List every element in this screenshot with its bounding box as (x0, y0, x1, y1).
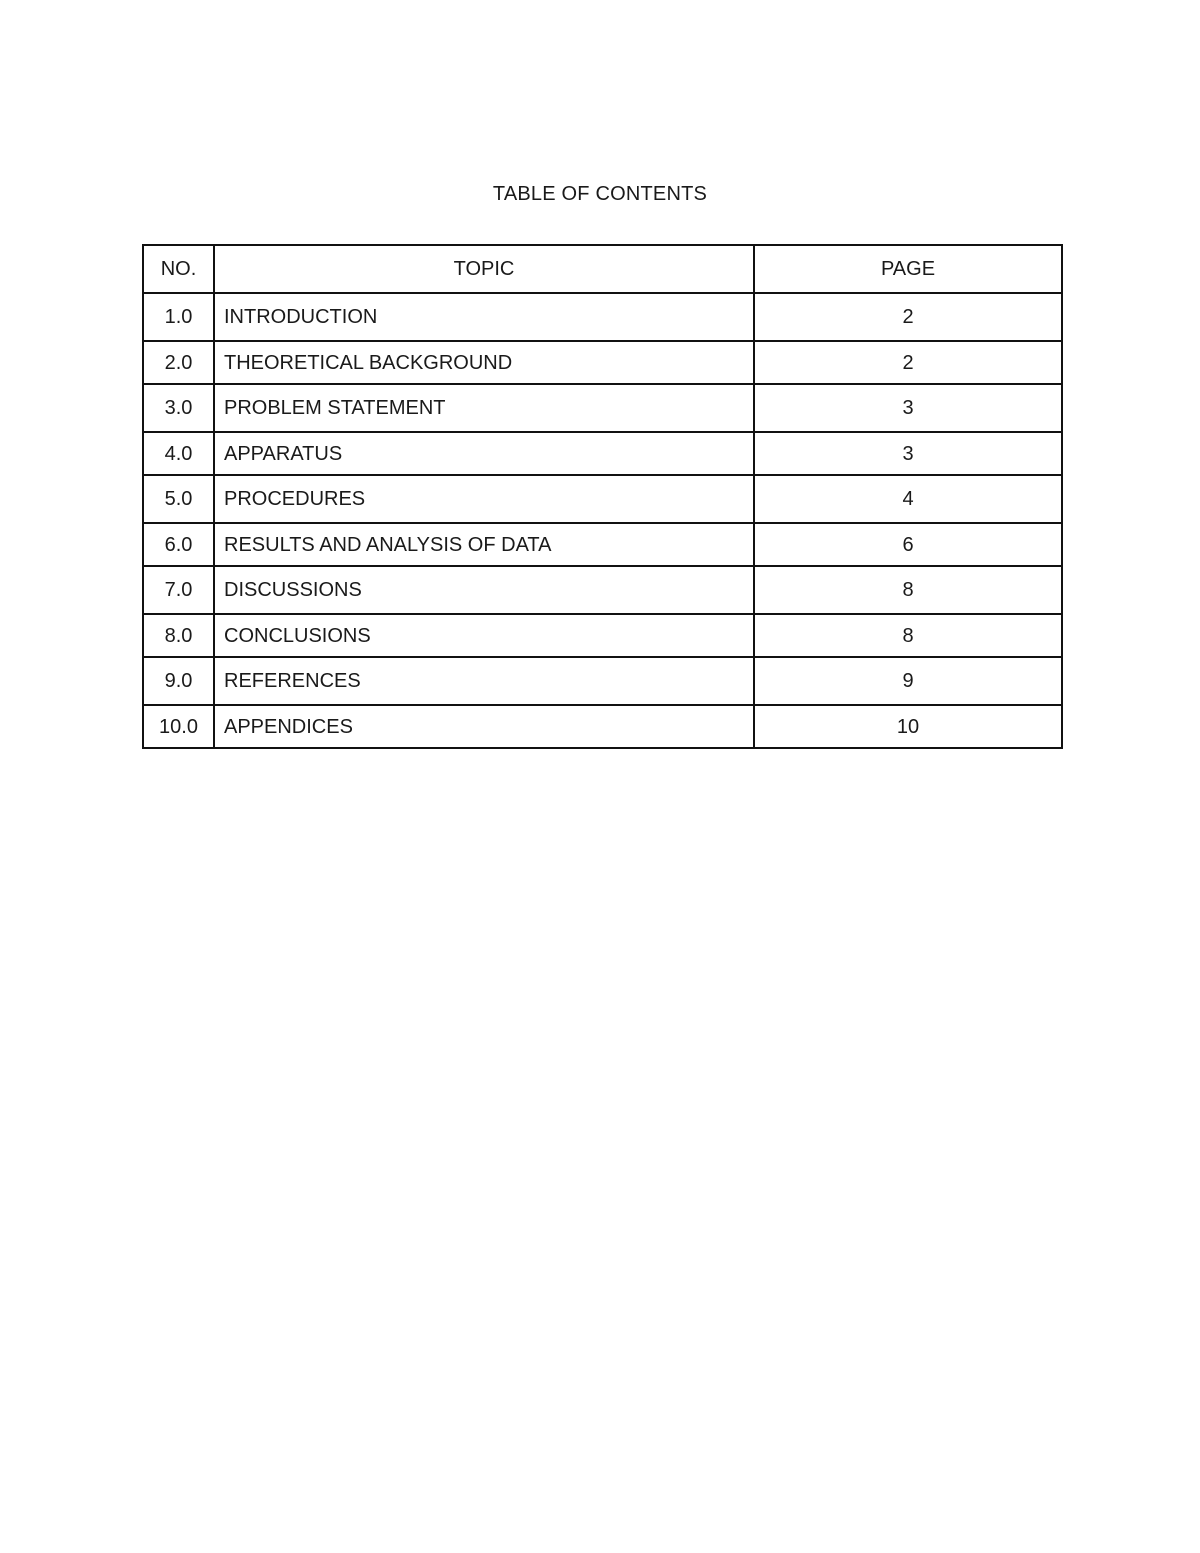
table-header-row (143, 245, 1062, 293)
row-topic: APPARATUS (214, 432, 754, 475)
row-no: 8.0 (143, 614, 214, 657)
row-no: 3.0 (143, 384, 214, 432)
table-row (143, 432, 1062, 475)
row-page: 3 (754, 384, 1062, 432)
row-topic: PROCEDURES (214, 475, 754, 523)
row-page: 8 (754, 566, 1062, 614)
row-no: 1.0 (143, 293, 214, 341)
header-page: PAGE (754, 245, 1062, 293)
row-no: 2.0 (143, 341, 214, 384)
row-no: 6.0 (143, 523, 214, 566)
row-topic: PROBLEM STATEMENT (214, 384, 754, 432)
row-page: 2 (754, 341, 1062, 384)
row-page: 3 (754, 432, 1062, 475)
row-topic: APPENDICES (214, 705, 754, 748)
table-row (143, 384, 1062, 432)
table-row (143, 566, 1062, 614)
row-topic: RESULTS AND ANALYSIS OF DATA (214, 523, 754, 566)
table-row (143, 293, 1062, 341)
header-no: NO. (143, 245, 214, 293)
header-topic: TOPIC (214, 245, 754, 293)
table-row (143, 657, 1062, 705)
row-no: 10.0 (143, 705, 214, 748)
row-page: 2 (754, 293, 1062, 341)
row-no: 7.0 (143, 566, 214, 614)
table-row (143, 341, 1062, 384)
row-page: 4 (754, 475, 1062, 523)
row-page: 6 (754, 523, 1062, 566)
row-page: 9 (754, 657, 1062, 705)
toc-table (142, 244, 1063, 749)
page-title: TABLE OF CONTENTS (492, 183, 708, 205)
row-no: 5.0 (143, 475, 214, 523)
table-row (143, 705, 1062, 748)
row-topic: INTRODUCTION (214, 293, 754, 341)
row-page: 8 (754, 614, 1062, 657)
row-page: 10 (754, 705, 1062, 748)
table-row (143, 523, 1062, 566)
table-row (143, 475, 1062, 523)
row-topic: DISCUSSIONS (214, 566, 754, 614)
row-no: 9.0 (143, 657, 214, 705)
row-no: 4.0 (143, 432, 214, 475)
row-topic: THEORETICAL BACKGROUND (214, 341, 754, 384)
row-topic: REFERENCES (214, 657, 754, 705)
table-row (143, 614, 1062, 657)
row-topic: CONCLUSIONS (214, 614, 754, 657)
